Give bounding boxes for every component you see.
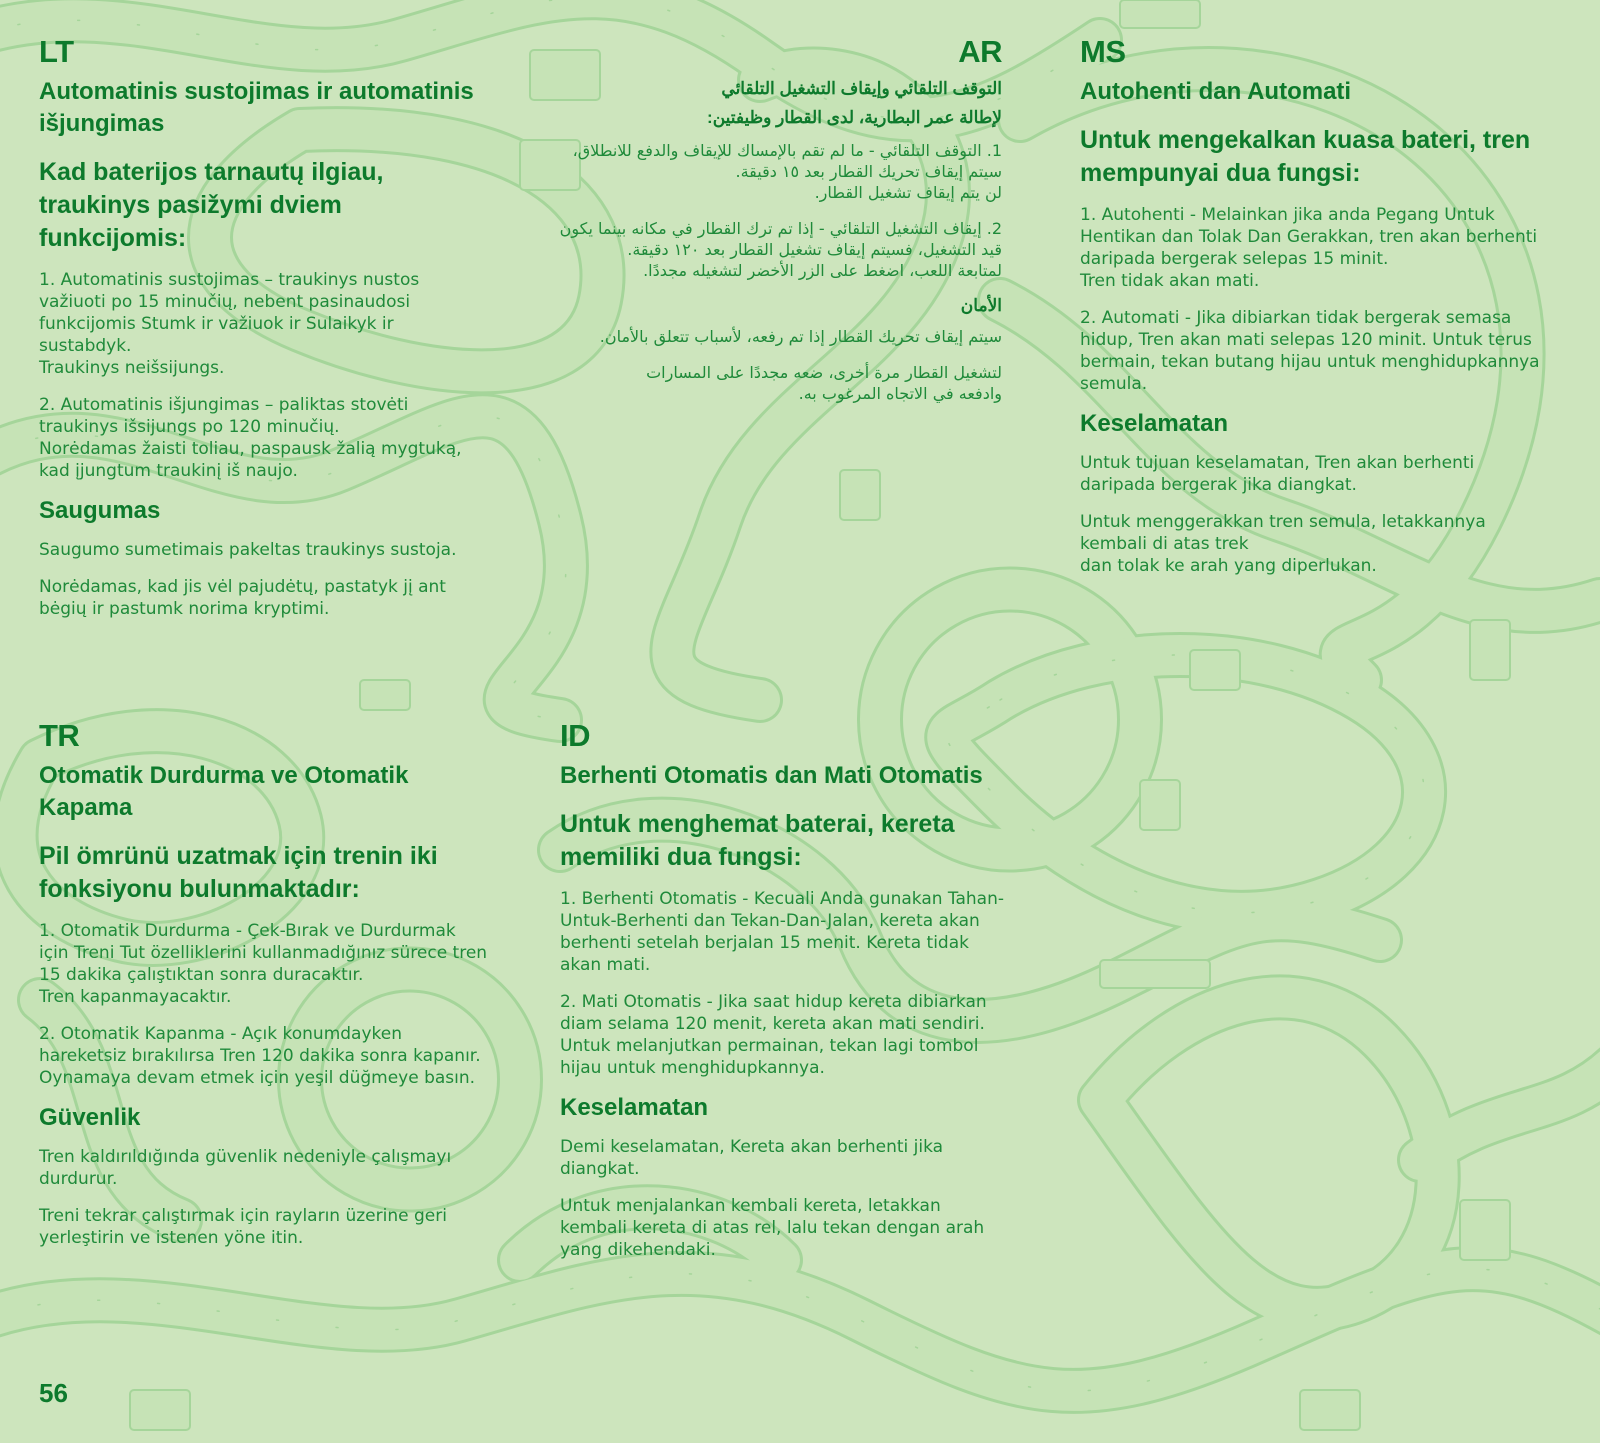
safety-paragraph-1: Tren kaldırıldığında güvenlik nedeniyle çalışmayı durdurur.: [39, 1147, 452, 1189]
language-code: AR: [958, 34, 1002, 69]
safety-heading: Keselamatan: [560, 1094, 709, 1121]
auto-stop-paragraph: 1. Berhenti Otomatis - Kecuali Anda gunakan Tahan-Untuk-Berhenti dan Tekan-Dan-Jalan, kereta akan berhenti setelah berjalan 15 menit. Kereta tidak akan mati.: [560, 889, 1005, 975]
safety-paragraph-1: سيتم إيقاف تحريك القطار إذا تم رفعه، لأسباب تتعلق بالأمان.: [599, 327, 1002, 346]
section-title: Berhenti Otomatis dan Mati Otomatis: [560, 762, 983, 789]
safety-paragraph-2: Untuk menjalankan kembali kereta, letakkan kembali kereta di atas rel, lalu tekan dengan arah yang dikehendaki.: [560, 1196, 985, 1260]
section-subtitle: لإطالة عمر البطارية، لدى القطار وظيفتين:: [707, 108, 1002, 127]
language-code: ID: [560, 718, 590, 753]
language-code: LT: [39, 34, 74, 69]
auto-off-paragraph: 2. Otomatik Kapanma - Açık konumdayken hareketsiz bırakılırsa Tren 120 dakika sonra kapanır. Oynamaya devam etmek için yeşil düğmeye basın.: [39, 1024, 481, 1088]
safety-heading: Keselamatan: [1080, 410, 1229, 437]
safety-heading: Saugumas: [39, 497, 161, 524]
section-ar: [520, 34, 1002, 419]
auto-off-paragraph: 2. Automati - Jika dibiarkan tidak bergerak semasa hidup, Tren akan mati selepas 120 minit. Untuk terus bermain, tekan butang hijau untuk menghidupkannya semula.: [1080, 308, 1540, 394]
safety-heading: الأمان: [960, 296, 1002, 315]
section-subtitle: Kad baterijos tarnautų ilgiau, traukinys pasižymi dviem funkcijomis:: [39, 158, 384, 252]
section-title: Autohenti dan Automati: [1080, 78, 1352, 105]
section-ms: [1080, 34, 1540, 592]
safety-heading: Güvenlik: [39, 1104, 141, 1131]
language-code: MS: [1080, 34, 1126, 69]
section-id: [560, 718, 1010, 1276]
auto-stop-paragraph: 1. Autohenti - Melainkan jika anda Pegang Untuk Hentikan dan Tolak Dan Gerakkan, tren akan berhenti daripada bergerak selepas 15 minit. Tren tidak akan mati.: [1080, 205, 1538, 291]
auto-stop-paragraph: 1. التوقف التلقائي - ما لم تقم بالإمساك للإيقاف والدفع للانطلاق، سيتم إيقاف تحريك القطار بعد ١٥ دقيقة. لن يتم إيقاف تشغيل القطار.: [572, 141, 1002, 202]
section-title: Otomatik Durdurma ve Otomatik Kapama: [39, 762, 409, 821]
safety-paragraph-1: Saugumo sumetimais pakeltas traukinys sustoja.: [39, 540, 457, 560]
safety-paragraph-2: Norėdamas, kad jis vėl pajudėtų, pastatyk jį ant bėgių ir pastumk norima kryptimi.: [39, 577, 446, 619]
safety-paragraph-2: لتشغيل القطار مرة أخرى، ضعه مجددًا على المسارات وادفعه في الاتجاه المرغوب به.: [646, 363, 1002, 403]
section-lt: [39, 34, 489, 635]
safety-paragraph-1: Demi keselamatan, Kereta akan berhenti jika diangkat.: [560, 1137, 944, 1179]
auto-stop-paragraph: 1. Otomatik Durdurma - Çek-Bırak ve Durdurmak için Treni Tut özelliklerini kullanmadığınız sürece tren 15 dakika çalıştıktan sonra duracaktır. Tren kapanmayacaktır.: [39, 921, 488, 1007]
page-number: 56: [39, 1378, 68, 1408]
section-subtitle: Untuk mengekalkan kuasa bateri, tren mempunyai dua fungsi:: [1080, 126, 1531, 187]
language-code: TR: [39, 718, 80, 753]
auto-off-paragraph: 2. Automatinis išjungimas – paliktas stovėti traukinys išsijungs po 120 minučių. Norėdamas žaisti toliau, paspausk žalią mygtuką, kad įjungtum traukinį iš naujo.: [39, 395, 462, 481]
safety-paragraph-2: Untuk menggerakkan tren semula, letakkannya kembali di atas trek dan tolak ke arah yang diperlukan.: [1080, 512, 1486, 576]
section-subtitle: Untuk menghemat baterai, kereta memiliki dua fungsi:: [560, 810, 955, 871]
section-tr: [39, 718, 489, 1264]
auto-off-paragraph: 2. إيقاف التشغيل التلقائي - إذا تم ترك القطار في مكانه بينما يكون قيد التشغيل، فسيتم إيقاف تشغيل القطار بعد ١٢٠ دقيقة. لمتابعة اللعب، اضغط على الزر الأخضر لتشغيله مجددًا.: [559, 219, 1002, 280]
safety-paragraph-1: Untuk tujuan keselamatan, Tren akan berhenti daripada bergerak jika diangkat.: [1080, 453, 1475, 495]
safety-paragraph-2: Treni tekrar çalıştırmak için rayların üzerine geri yerleştirin ve istenen yöne itin.: [39, 1206, 447, 1248]
section-title: Automatinis sustojimas ir automatinis išjungimas: [39, 78, 474, 137]
auto-off-paragraph: 2. Mati Otomatis - Jika saat hidup kereta dibiarkan diam selama 120 menit, kereta akan mati sendiri. Untuk melanjutkan permainan, tekan lagi tombol hijau untuk menghidupkannya.: [560, 992, 987, 1078]
section-title: التوقف التلقائي وإيقاف التشغيل التلقائي: [721, 79, 1002, 98]
section-subtitle: Pil ömrünü uzatmak için trenin iki fonksiyonu bulunmaktadır:: [39, 842, 438, 903]
auto-stop-paragraph: 1. Automatinis sustojimas – traukinys nustos važiuoti po 15 minučių, nebent pasinaudosi funkcijomis Stumk ir važiuok ir Sulaikyk ir sustabdyk. Traukinys neišsijungs.: [39, 270, 420, 378]
